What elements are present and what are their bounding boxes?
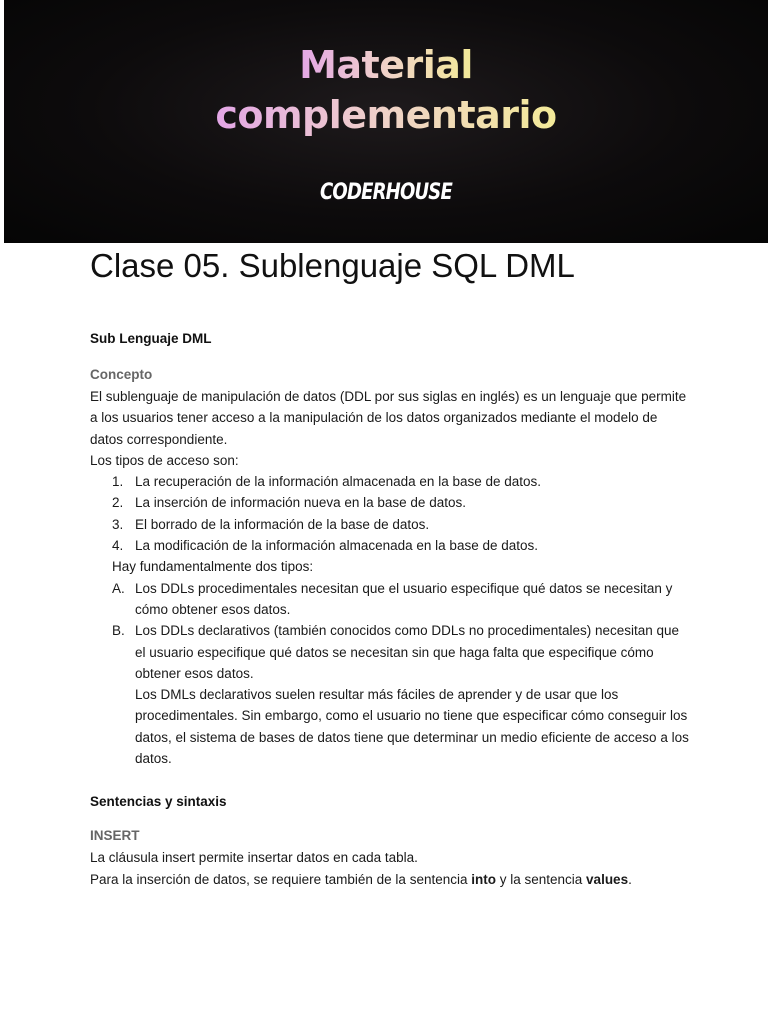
access-types-list xyxy=(90,471,690,556)
header-banner xyxy=(4,0,768,243)
insert-heading: INSERT xyxy=(90,828,140,844)
banner-title-line-1: Material xyxy=(299,43,473,87)
dml-note-paragraph: Los DMLs declarativos suelen resultar más fáciles de aprender y de usar que los procedimentales. Sin embargo, como el usuario no tiene que especificar cómo conseguir los datos, el sistema de bases de datos tiene que determinar un medio eficiente de acceso a los datos. xyxy=(135,687,689,767)
fundamental-intro: Hay fundamentalmente dos tipos: xyxy=(112,559,314,575)
list-item: 4. La modificación de la información almacenada en la base de datos. xyxy=(112,538,539,554)
keyword-into: into xyxy=(471,871,496,887)
ddl-types-list xyxy=(90,578,690,684)
document-body xyxy=(90,244,690,890)
list-item: 3. El borrado de la información de la base de datos. xyxy=(112,516,430,532)
concepto-heading: Concepto xyxy=(90,367,153,382)
banner-title-line-2: complementario xyxy=(215,93,557,137)
concepto-paragraph: El sublenguaje de manipulación de datos (DDL por sus siglas en inglés) es un lenguaje que permite a los usuarios tener acceso a la manipulación de los datos organizados mediante el modelo de datos correspondiente. xyxy=(90,389,687,447)
insert-line-2: Para la inserción de datos, se requiere también de la sentencia into y la sentencia values. xyxy=(90,871,632,887)
insert-line-1: La cláusula insert permite insertar datos en cada tabla. xyxy=(90,850,418,866)
list-item: B. Los DDLs declarativos (también conocidos como DDLs no procedimentales) necesitan que el usuario especifique qué datos se necesitan sin que haga falta que especifique cómo obtener esos datos. xyxy=(112,623,680,681)
keyword-values: values xyxy=(586,871,629,887)
list-item: A. Los DDLs procedimentales necesitan que el usuario especifique qué datos se necesitan y cómo obtener esos datos. xyxy=(112,580,673,617)
list-item: 2. La inserción de información nueva en la base de datos. xyxy=(112,495,466,511)
list-item: 1. La recuperación de la información almacenada en la base de datos. xyxy=(112,474,542,490)
tipos-intro: Los tipos de acceso son: xyxy=(90,452,239,468)
section-heading-sentencias: Sentencias y sintaxis xyxy=(90,794,227,810)
section-heading-dml: Sub Lenguaje DML xyxy=(90,331,212,346)
page-title: Clase 05. Sublenguaje SQL DML xyxy=(90,247,575,284)
brand-logo: CODERHOUSE xyxy=(320,180,452,205)
